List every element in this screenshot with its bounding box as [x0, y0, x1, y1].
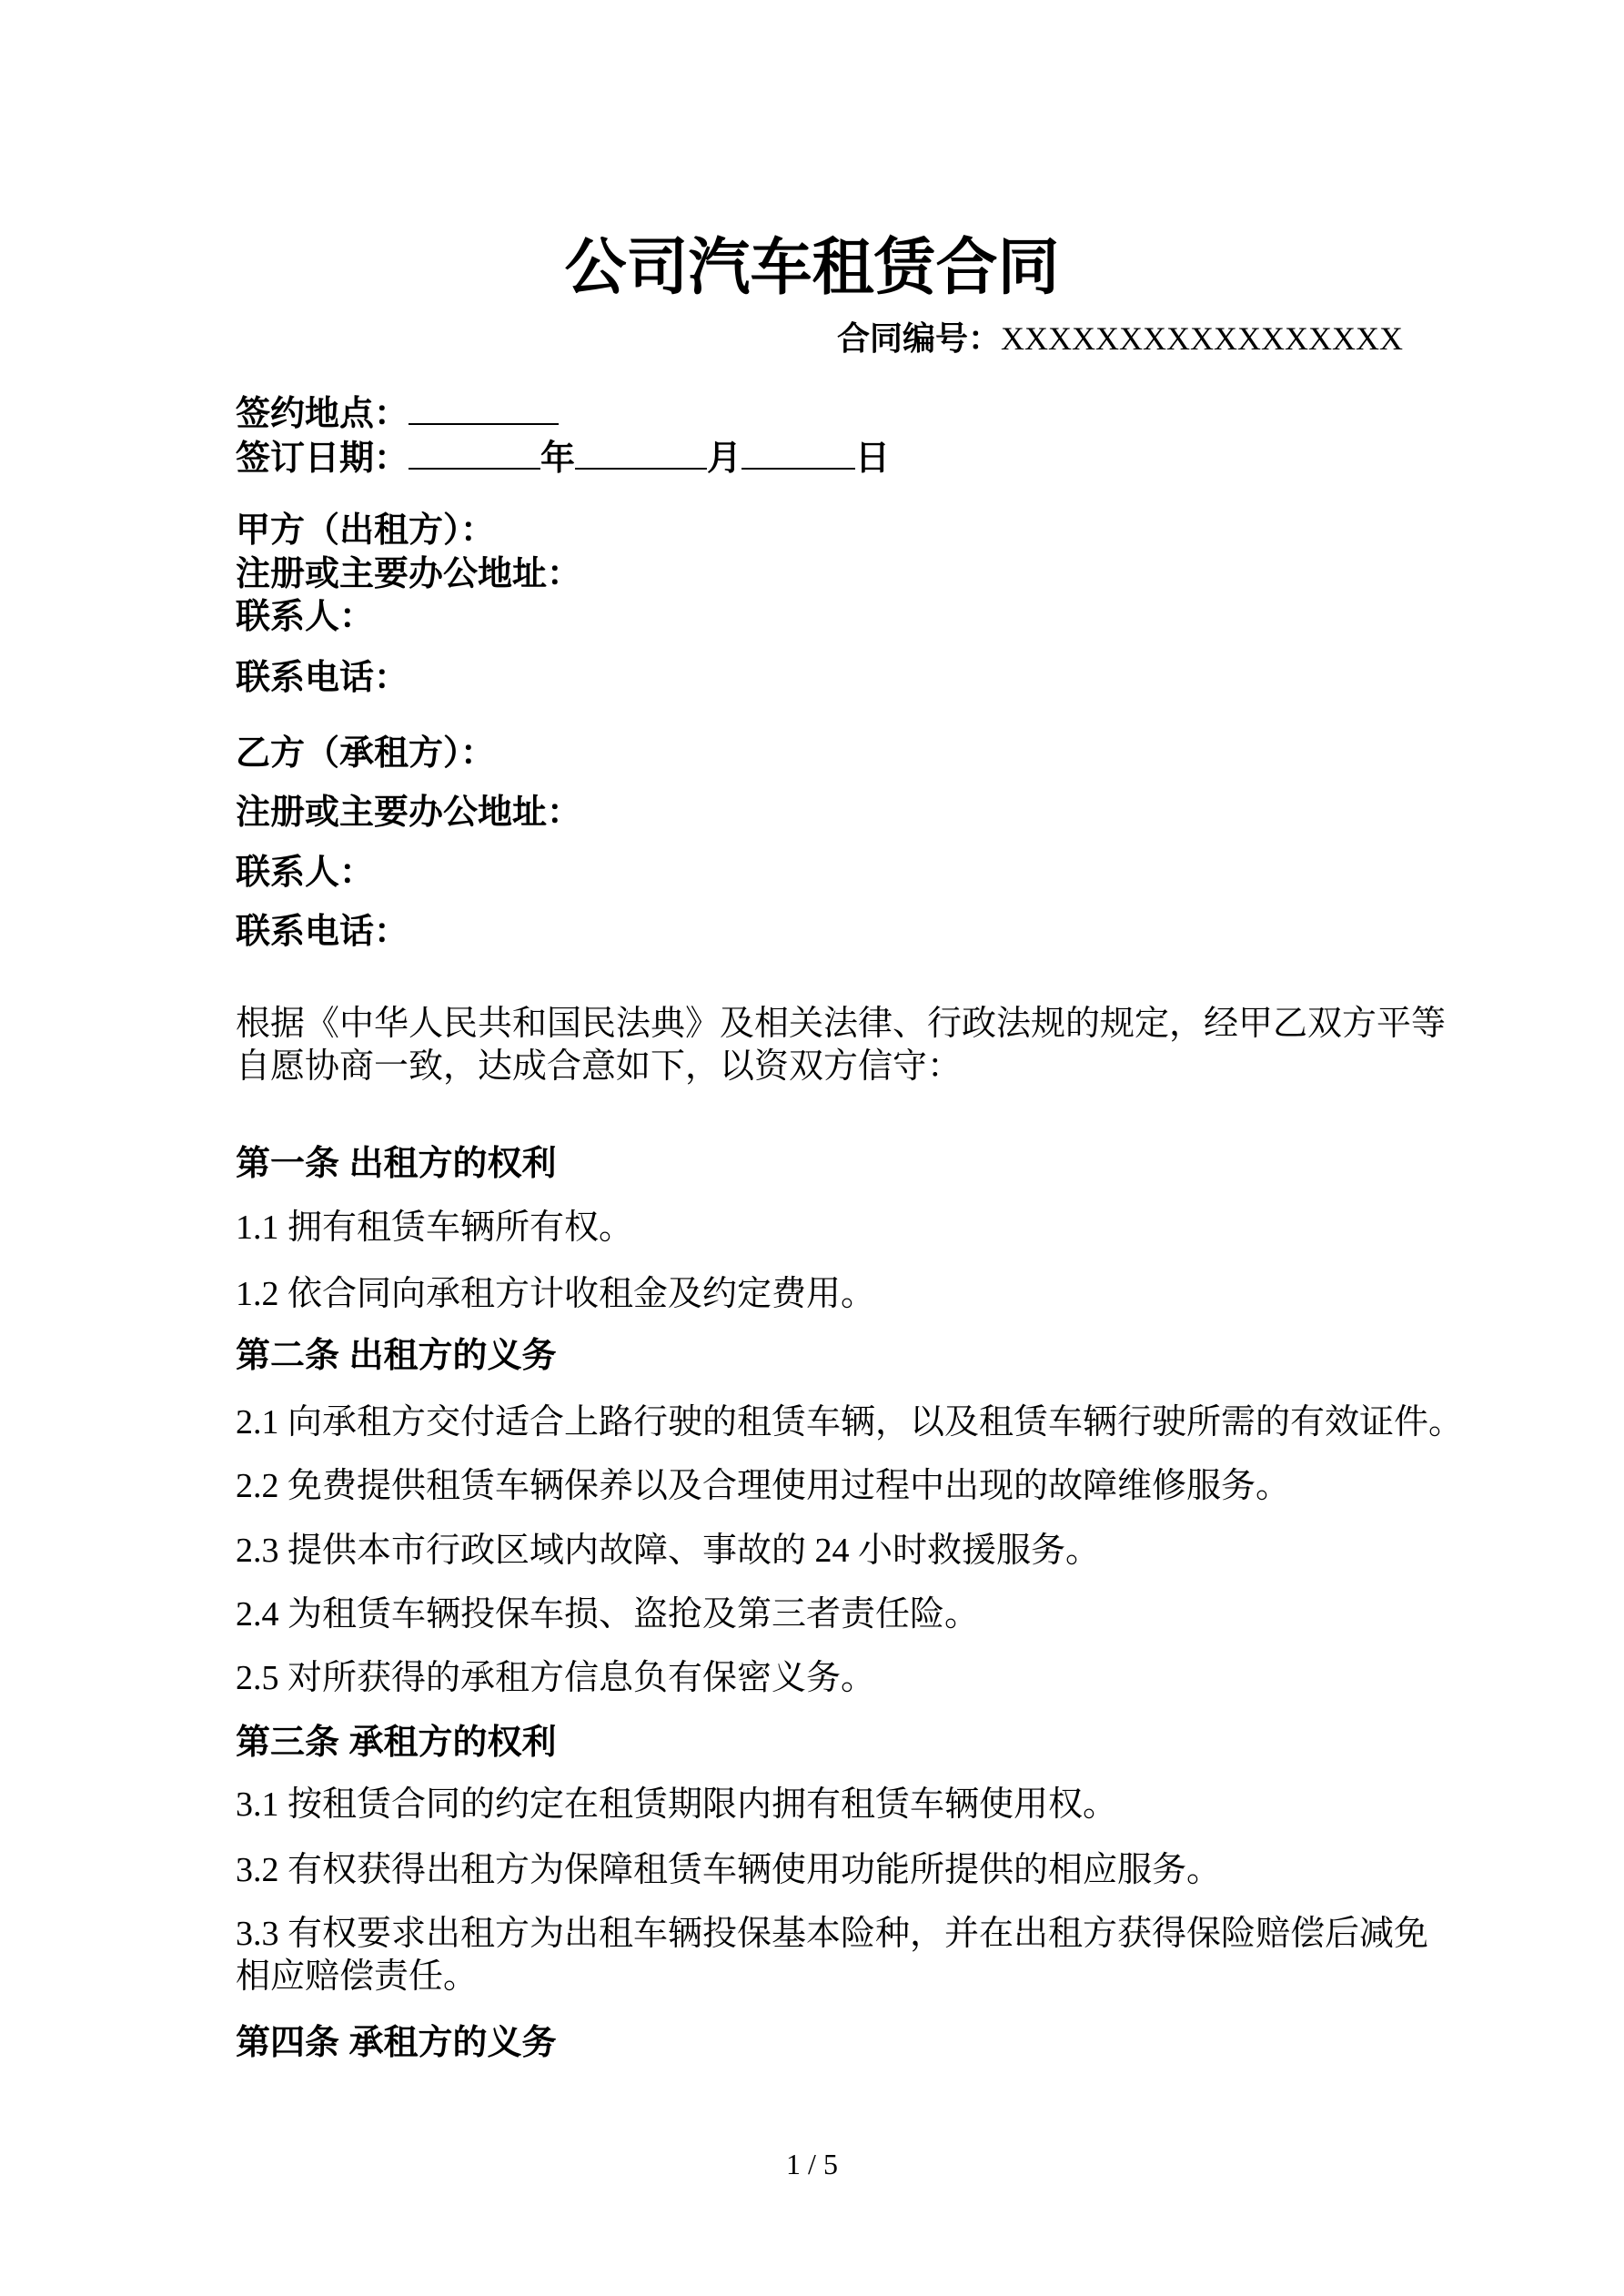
party-b-address: 注册或主要办公地址：	[236, 794, 582, 832]
preamble-line: 自愿协商一致，达成合意如下，以资双方信守：	[236, 1047, 963, 1086]
party-a-title: 甲方（出租方）：	[236, 511, 496, 550]
party-b-contact: 联系人：	[236, 854, 375, 892]
party-b-title: 乙方（承租方）：	[236, 734, 496, 773]
clause: 2.3 提供本市行政区域内故障、事故的 24 小时救援服务。	[236, 1532, 1101, 1570]
clause: 2.5 对所获得的承租方信息负有保密义务。	[236, 1659, 876, 1697]
clause: 1.2 依合同向承租方计收租金及约定费用。	[236, 1275, 876, 1313]
party-a-contact: 联系人：	[236, 598, 375, 636]
party-a-address: 注册或主要办公地址：	[236, 555, 582, 593]
section-heading: 第三条 承租方的权利	[236, 1724, 557, 1762]
section-heading: 第四条 承租方的义务	[236, 2024, 557, 2062]
signing-place: 签约地点：	[236, 392, 559, 434]
party-a-phone: 联系电话：	[236, 659, 409, 697]
contract-number: 合同编号：XXXXXXXXXXXXXXXXX	[837, 319, 1403, 357]
preamble-line: 根据《中华人民共和国民法典》及相关法律、行政法规的规定，经甲乙双方平等	[236, 1005, 1447, 1043]
page-number: 1 / 5	[786, 2148, 838, 2180]
section-heading: 第二条 出租方的义务	[236, 1337, 557, 1375]
document-title: 公司汽车租赁合同	[564, 233, 1060, 302]
clause: 2.1 向承租方交付适合上路行驶的租赁车辆，以及租赁车辆行驶所需的有效证件。	[236, 1403, 1464, 1441]
year-blank	[409, 437, 540, 470]
clause: 3.3 有权要求出租方为出租车辆投保基本险种，并在出租方获得保险赔偿后减免	[236, 1915, 1429, 1953]
signing-date: 签订日期： 年 月 日	[236, 437, 890, 479]
clause: 相应赔偿责任。	[236, 1957, 479, 1996]
clause: 3.2 有权获得出租方为保障租赁车辆使用功能所提供的相应服务。	[236, 1851, 1222, 1889]
party-b-phone: 联系电话：	[236, 913, 409, 951]
clause: 1.1 拥有租赁车辆所有权。	[236, 1209, 634, 1247]
clause: 2.4 为租赁车辆投保车损、盗抢及第三者责任险。	[236, 1595, 980, 1633]
section-heading: 第一条 出租方的权利	[236, 1145, 557, 1183]
place-blank	[409, 392, 559, 425]
clause: 2.2 免费提供租赁车辆保养以及合理使用过程中出现的故障维修服务。	[236, 1467, 1291, 1505]
contract-number-value: XXXXXXXXXXXXXXXXX	[1001, 320, 1403, 357]
day-blank	[741, 437, 855, 470]
month-blank	[575, 437, 707, 470]
clause: 3.1 按租赁合同的约定在租赁期限内拥有租赁车辆使用权。	[236, 1785, 1118, 1824]
